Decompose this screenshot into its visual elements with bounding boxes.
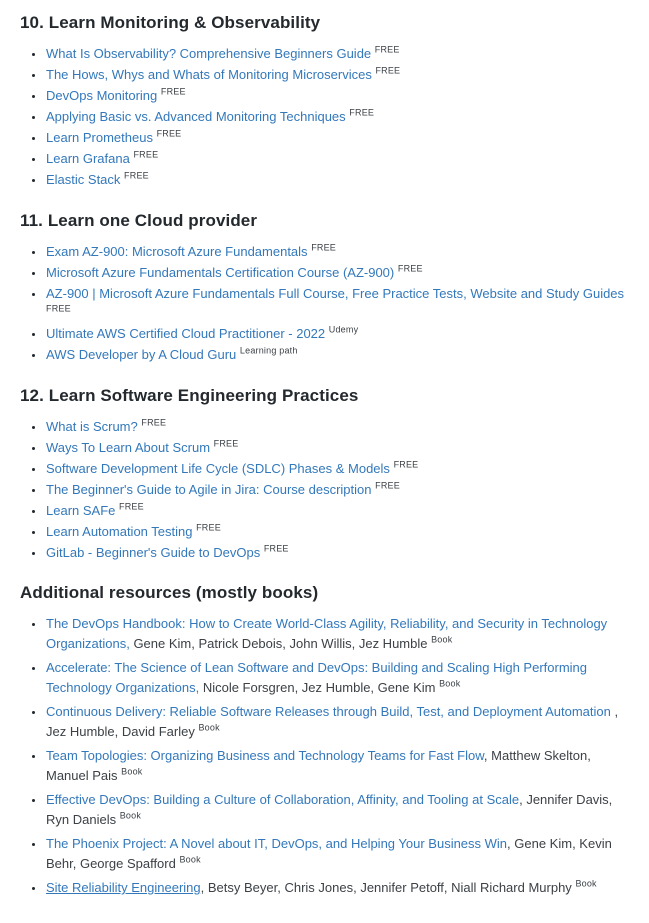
list-item bbox=[45, 417, 625, 437]
list-item bbox=[45, 501, 625, 521]
section-heading: 10. Learn Monitoring & Observability bbox=[20, 13, 321, 32]
list-item bbox=[45, 702, 625, 741]
section-heading: 12. Learn Software Engineering Practices bbox=[20, 385, 359, 405]
list-item bbox=[45, 878, 625, 898]
book-link[interactable]: Continuous Delivery: Reliable Software Releases through Build, Test, and Deployment Automation bbox=[46, 704, 611, 719]
resource-tag: FREE bbox=[397, 263, 423, 274]
resource-link[interactable]: Software Development Life Cycle (SDLC) Phases & Models bbox=[46, 460, 390, 476]
resource-link[interactable]: Learn Automation Testing bbox=[46, 523, 193, 539]
resource-tag: FREE bbox=[374, 44, 400, 55]
list-item bbox=[45, 44, 625, 64]
resource-tag: FREE bbox=[375, 480, 400, 491]
resource-tag: FREE bbox=[213, 438, 239, 449]
resource-tag: Book bbox=[179, 854, 201, 865]
list-item bbox=[45, 345, 625, 365]
authors-text: , Gene Kim, Kevin Behr, George Spafford bbox=[46, 836, 612, 871]
book-link[interactable]: Effective DevOps: Building a Culture of Collaboration, Affinity, and Tooling at Scale bbox=[46, 792, 520, 807]
book-link[interactable]: Site Reliability Engineering bbox=[46, 880, 201, 895]
list-item bbox=[45, 522, 625, 542]
resource-link[interactable]: Ultimate AWS Certified Cloud Practitioner - 2022 bbox=[46, 326, 326, 341]
resource-link[interactable]: Elastic Stack bbox=[46, 172, 121, 187]
list-item bbox=[45, 459, 625, 479]
list-item bbox=[45, 658, 625, 697]
authors-text: , Jennifer Davis, Ryn Daniels bbox=[46, 792, 613, 827]
resource-link[interactable]: Learn Grafana bbox=[46, 151, 130, 166]
list-item bbox=[45, 438, 625, 458]
resource-list bbox=[20, 417, 625, 563]
list-item bbox=[45, 614, 625, 653]
resource-tag: Book bbox=[575, 878, 597, 889]
resource-tag: FREE bbox=[311, 242, 336, 253]
list-item bbox=[45, 284, 625, 323]
resource-tag: Book bbox=[119, 810, 142, 821]
resource-tag: Book bbox=[439, 678, 461, 689]
resource-link[interactable]: DevOps Monitoring bbox=[46, 88, 158, 103]
book-link[interactable]: The Phoenix Project: A Novel about IT, DevOps, and Helping Your Business Win bbox=[46, 836, 508, 851]
list-item bbox=[45, 170, 625, 190]
authors-text: Gene Kim, Patrick Debois, John Willis, Jez Humble bbox=[129, 635, 428, 651]
section-software-engineering-practices bbox=[20, 386, 625, 563]
resource-link[interactable]: GitLab - Beginner's Guide to DevOps bbox=[46, 544, 261, 560]
resource-tag: Learning path bbox=[239, 345, 298, 356]
resource-tag: FREE bbox=[156, 128, 182, 139]
resource-tag: FREE bbox=[133, 149, 159, 160]
resource-link[interactable]: AWS Developer by A Cloud Guru bbox=[46, 347, 237, 362]
list-item bbox=[45, 834, 625, 873]
book-list bbox=[20, 614, 625, 898]
book-link[interactable]: The DevOps Handbook: How to Create World-Class Agility, Reliability, and Security in Technology Organizations, bbox=[46, 616, 608, 651]
list-item bbox=[45, 65, 625, 85]
resource-tag: FREE bbox=[119, 501, 144, 512]
list-item bbox=[45, 263, 625, 283]
list-item bbox=[45, 746, 625, 785]
resource-tag: FREE bbox=[349, 107, 375, 118]
resource-tag: FREE bbox=[263, 543, 289, 554]
section-monitoring-observability bbox=[20, 13, 625, 190]
resource-tag: FREE bbox=[375, 65, 401, 76]
list-item bbox=[45, 790, 625, 829]
section-heading: 11. Learn one Cloud provider bbox=[20, 210, 258, 230]
resource-link[interactable]: Learn Prometheus bbox=[46, 130, 153, 145]
list-item bbox=[45, 86, 625, 106]
resource-link[interactable]: The Hows, Whys and Whats of Monitoring Microservices bbox=[46, 67, 372, 82]
resource-tag: FREE bbox=[46, 303, 71, 314]
resource-link[interactable]: Microsoft Azure Fundamentals Certification Course (AZ-900) bbox=[46, 264, 395, 280]
resource-list bbox=[20, 242, 625, 365]
section-heading: Additional resources (mostly books) bbox=[20, 583, 319, 602]
resource-link[interactable]: Learn SAFe bbox=[46, 502, 116, 518]
resource-link[interactable]: Ways To Learn About Scrum bbox=[46, 439, 211, 455]
resource-link[interactable]: The Beginner's Guide to Agile in Jira: Course description bbox=[46, 481, 372, 497]
resource-tag: Udemy bbox=[328, 324, 359, 335]
list-item bbox=[45, 128, 625, 148]
resource-tag: FREE bbox=[393, 459, 419, 470]
resource-list bbox=[20, 44, 625, 190]
resource-tag: Book bbox=[431, 634, 453, 645]
list-item bbox=[45, 149, 625, 169]
resource-link[interactable]: What is Scrum? bbox=[46, 418, 138, 434]
resource-tag: FREE bbox=[141, 417, 167, 428]
resource-tag: Book bbox=[198, 722, 220, 733]
authors-text: , Jez Humble, David Farley bbox=[46, 704, 619, 739]
resource-tag: FREE bbox=[160, 86, 186, 97]
authors-text: , Matthew Skelton, Manuel Pais bbox=[46, 748, 591, 783]
list-item bbox=[45, 480, 625, 500]
list-item bbox=[45, 324, 625, 344]
resource-link[interactable]: What Is Observability? Comprehensive Beginners Guide bbox=[46, 46, 372, 61]
resource-tag: Book bbox=[121, 766, 143, 777]
list-item bbox=[45, 543, 625, 563]
authors-text: , Betsy Beyer, Chris Jones, Jennifer Petoff, Niall Richard Murphy bbox=[200, 880, 572, 895]
list-item bbox=[45, 107, 625, 127]
book-link[interactable]: Team Topologies: Organizing Business and Technology Teams for Fast Flow bbox=[46, 748, 484, 763]
resource-link[interactable]: AZ-900 | Microsoft Azure Fundamentals Full Course, Free Practice Tests, Website and Study Guides bbox=[46, 285, 625, 301]
list-item bbox=[45, 242, 625, 262]
book-link[interactable]: Accelerate: The Science of Lean Software and DevOps: Building and Scaling High Performing Technology Organizations, bbox=[46, 660, 588, 695]
resource-tag: FREE bbox=[196, 522, 221, 533]
section-additional-resources bbox=[20, 583, 625, 898]
resource-link[interactable]: Exam AZ-900: Microsoft Azure Fundamentals bbox=[46, 243, 308, 259]
resource-tag: FREE bbox=[124, 170, 149, 181]
section-cloud-provider bbox=[20, 211, 625, 365]
authors-text: Nicole Forsgren, Jez Humble, Gene Kim bbox=[199, 679, 436, 695]
resource-link[interactable]: Applying Basic vs. Advanced Monitoring Techniques bbox=[46, 109, 346, 124]
